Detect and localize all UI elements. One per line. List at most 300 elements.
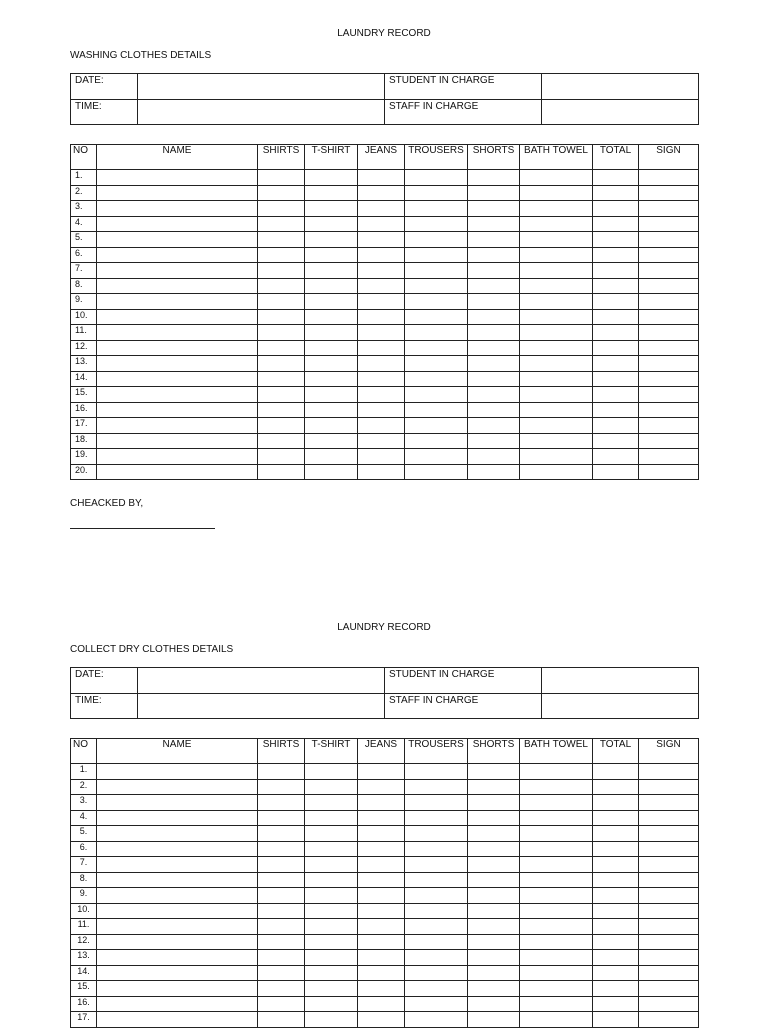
entry-cell[interactable] bbox=[258, 449, 305, 465]
entry-cell[interactable] bbox=[405, 387, 468, 403]
entry-cell[interactable] bbox=[593, 934, 639, 950]
entry-cell[interactable] bbox=[358, 309, 405, 325]
entry-cell[interactable] bbox=[593, 965, 639, 981]
entry-cell[interactable] bbox=[358, 950, 405, 966]
entry-cell[interactable] bbox=[358, 247, 405, 263]
entry-cell[interactable] bbox=[258, 841, 305, 857]
entry-cell[interactable] bbox=[639, 764, 699, 780]
entry-cell[interactable] bbox=[520, 294, 593, 310]
entry-cell[interactable] bbox=[639, 340, 699, 356]
entry-cell[interactable] bbox=[520, 996, 593, 1012]
entry-cell[interactable] bbox=[258, 371, 305, 387]
entry-cell[interactable] bbox=[358, 185, 405, 201]
entry-cell[interactable] bbox=[358, 826, 405, 842]
entry-cell[interactable] bbox=[97, 764, 258, 780]
entry-cell[interactable] bbox=[639, 888, 699, 904]
entry-cell[interactable] bbox=[520, 402, 593, 418]
entry-cell[interactable] bbox=[258, 934, 305, 950]
entry-cell[interactable] bbox=[305, 449, 358, 465]
entry-cell[interactable] bbox=[305, 857, 358, 873]
staff-in-charge-value-cell[interactable] bbox=[542, 693, 699, 719]
entry-cell[interactable] bbox=[97, 996, 258, 1012]
entry-cell[interactable] bbox=[305, 309, 358, 325]
entry-cell[interactable] bbox=[405, 201, 468, 217]
entry-cell[interactable] bbox=[468, 449, 520, 465]
entry-cell[interactable] bbox=[520, 903, 593, 919]
entry-cell[interactable] bbox=[258, 779, 305, 795]
entry-cell[interactable] bbox=[639, 185, 699, 201]
entry-cell[interactable] bbox=[305, 779, 358, 795]
entry-cell[interactable] bbox=[468, 418, 520, 434]
entry-cell[interactable] bbox=[258, 795, 305, 811]
entry-cell[interactable] bbox=[305, 934, 358, 950]
entry-cell[interactable] bbox=[468, 872, 520, 888]
date-value-cell[interactable] bbox=[138, 668, 385, 694]
entry-cell[interactable] bbox=[305, 810, 358, 826]
entry-cell[interactable] bbox=[358, 263, 405, 279]
entry-cell[interactable] bbox=[405, 433, 468, 449]
entry-cell[interactable] bbox=[405, 888, 468, 904]
entry-cell[interactable] bbox=[358, 294, 405, 310]
entry-cell[interactable] bbox=[593, 387, 639, 403]
student-in-charge-value-cell[interactable] bbox=[542, 668, 699, 694]
entry-cell[interactable] bbox=[593, 872, 639, 888]
entry-cell[interactable] bbox=[358, 996, 405, 1012]
entry-cell[interactable] bbox=[358, 779, 405, 795]
entry-cell[interactable] bbox=[97, 433, 258, 449]
entry-cell[interactable] bbox=[468, 371, 520, 387]
entry-cell[interactable] bbox=[97, 387, 258, 403]
entry-cell[interactable] bbox=[258, 903, 305, 919]
entry-cell[interactable] bbox=[593, 1012, 639, 1028]
entry-cell[interactable] bbox=[97, 810, 258, 826]
entry-cell[interactable] bbox=[520, 795, 593, 811]
entry-cell[interactable] bbox=[520, 232, 593, 248]
entry-cell[interactable] bbox=[639, 433, 699, 449]
entry-cell[interactable] bbox=[468, 764, 520, 780]
entry-cell[interactable] bbox=[520, 934, 593, 950]
entry-cell[interactable] bbox=[97, 278, 258, 294]
entry-cell[interactable] bbox=[639, 449, 699, 465]
entry-cell[interactable] bbox=[97, 356, 258, 372]
entry-cell[interactable] bbox=[258, 216, 305, 232]
entry-cell[interactable] bbox=[520, 872, 593, 888]
entry-cell[interactable] bbox=[468, 170, 520, 186]
entry-cell[interactable] bbox=[97, 841, 258, 857]
entry-cell[interactable] bbox=[405, 764, 468, 780]
entry-cell[interactable] bbox=[258, 857, 305, 873]
entry-cell[interactable] bbox=[639, 309, 699, 325]
entry-cell[interactable] bbox=[97, 309, 258, 325]
entry-cell[interactable] bbox=[593, 371, 639, 387]
entry-cell[interactable] bbox=[305, 356, 358, 372]
entry-cell[interactable] bbox=[468, 965, 520, 981]
student-in-charge-value-cell[interactable] bbox=[542, 74, 699, 100]
entry-cell[interactable] bbox=[97, 263, 258, 279]
entry-cell[interactable] bbox=[468, 779, 520, 795]
entry-cell[interactable] bbox=[520, 433, 593, 449]
entry-cell[interactable] bbox=[305, 278, 358, 294]
entry-cell[interactable] bbox=[405, 216, 468, 232]
entry-cell[interactable] bbox=[305, 872, 358, 888]
entry-cell[interactable] bbox=[305, 340, 358, 356]
entry-cell[interactable] bbox=[358, 340, 405, 356]
entry-cell[interactable] bbox=[468, 232, 520, 248]
entry-cell[interactable] bbox=[358, 965, 405, 981]
entry-cell[interactable] bbox=[468, 309, 520, 325]
entry-cell[interactable] bbox=[305, 201, 358, 217]
entry-cell[interactable] bbox=[405, 919, 468, 935]
entry-cell[interactable] bbox=[405, 325, 468, 341]
entry-cell[interactable] bbox=[305, 371, 358, 387]
entry-cell[interactable] bbox=[468, 981, 520, 997]
entry-cell[interactable] bbox=[305, 263, 358, 279]
entry-cell[interactable] bbox=[97, 872, 258, 888]
entry-cell[interactable] bbox=[468, 278, 520, 294]
entry-cell[interactable] bbox=[520, 779, 593, 795]
entry-cell[interactable] bbox=[639, 464, 699, 480]
entry-cell[interactable] bbox=[258, 387, 305, 403]
entry-cell[interactable] bbox=[520, 247, 593, 263]
entry-cell[interactable] bbox=[520, 464, 593, 480]
entry-cell[interactable] bbox=[520, 356, 593, 372]
entry-cell[interactable] bbox=[593, 810, 639, 826]
entry-cell[interactable] bbox=[258, 965, 305, 981]
entry-cell[interactable] bbox=[358, 356, 405, 372]
entry-cell[interactable] bbox=[639, 1012, 699, 1028]
entry-cell[interactable] bbox=[258, 325, 305, 341]
entry-cell[interactable] bbox=[520, 449, 593, 465]
entry-cell[interactable] bbox=[258, 263, 305, 279]
entry-cell[interactable] bbox=[358, 903, 405, 919]
entry-cell[interactable] bbox=[97, 232, 258, 248]
entry-cell[interactable] bbox=[258, 872, 305, 888]
entry-cell[interactable] bbox=[520, 185, 593, 201]
entry-cell[interactable] bbox=[593, 263, 639, 279]
entry-cell[interactable] bbox=[358, 888, 405, 904]
entry-cell[interactable] bbox=[97, 371, 258, 387]
entry-cell[interactable] bbox=[593, 325, 639, 341]
entry-cell[interactable] bbox=[405, 996, 468, 1012]
entry-cell[interactable] bbox=[305, 888, 358, 904]
entry-cell[interactable] bbox=[520, 309, 593, 325]
entry-cell[interactable] bbox=[358, 387, 405, 403]
entry-cell[interactable] bbox=[305, 826, 358, 842]
entry-cell[interactable] bbox=[358, 810, 405, 826]
entry-cell[interactable] bbox=[97, 965, 258, 981]
entry-cell[interactable] bbox=[405, 418, 468, 434]
entry-cell[interactable] bbox=[405, 294, 468, 310]
entry-cell[interactable] bbox=[305, 464, 358, 480]
entry-cell[interactable] bbox=[305, 325, 358, 341]
entry-cell[interactable] bbox=[97, 795, 258, 811]
entry-cell[interactable] bbox=[639, 278, 699, 294]
entry-cell[interactable] bbox=[405, 826, 468, 842]
time-value-cell[interactable] bbox=[138, 99, 385, 125]
entry-cell[interactable] bbox=[97, 340, 258, 356]
entry-cell[interactable] bbox=[520, 387, 593, 403]
entry-cell[interactable] bbox=[593, 185, 639, 201]
entry-cell[interactable] bbox=[639, 981, 699, 997]
entry-cell[interactable] bbox=[358, 402, 405, 418]
entry-cell[interactable] bbox=[305, 965, 358, 981]
entry-cell[interactable] bbox=[593, 309, 639, 325]
entry-cell[interactable] bbox=[593, 340, 639, 356]
entry-cell[interactable] bbox=[593, 841, 639, 857]
entry-cell[interactable] bbox=[593, 795, 639, 811]
entry-cell[interactable] bbox=[358, 418, 405, 434]
entry-cell[interactable] bbox=[258, 464, 305, 480]
entry-cell[interactable] bbox=[639, 965, 699, 981]
entry-cell[interactable] bbox=[358, 764, 405, 780]
entry-cell[interactable] bbox=[258, 247, 305, 263]
entry-cell[interactable] bbox=[305, 981, 358, 997]
entry-cell[interactable] bbox=[405, 981, 468, 997]
entry-cell[interactable] bbox=[258, 764, 305, 780]
entry-cell[interactable] bbox=[258, 418, 305, 434]
entry-cell[interactable] bbox=[405, 232, 468, 248]
entry-cell[interactable] bbox=[639, 371, 699, 387]
entry-cell[interactable] bbox=[405, 449, 468, 465]
entry-cell[interactable] bbox=[468, 996, 520, 1012]
entry-cell[interactable] bbox=[258, 826, 305, 842]
entry-cell[interactable] bbox=[97, 170, 258, 186]
entry-cell[interactable] bbox=[358, 201, 405, 217]
entry-cell[interactable] bbox=[593, 294, 639, 310]
entry-cell[interactable] bbox=[97, 1012, 258, 1028]
entry-cell[interactable] bbox=[468, 1012, 520, 1028]
entry-cell[interactable] bbox=[639, 903, 699, 919]
entry-cell[interactable] bbox=[258, 919, 305, 935]
entry-cell[interactable] bbox=[358, 857, 405, 873]
entry-cell[interactable] bbox=[639, 872, 699, 888]
entry-cell[interactable] bbox=[468, 841, 520, 857]
entry-cell[interactable] bbox=[258, 294, 305, 310]
entry-cell[interactable] bbox=[97, 449, 258, 465]
entry-cell[interactable] bbox=[593, 857, 639, 873]
entry-cell[interactable] bbox=[97, 418, 258, 434]
entry-cell[interactable] bbox=[97, 201, 258, 217]
entry-cell[interactable] bbox=[358, 795, 405, 811]
entry-cell[interactable] bbox=[405, 965, 468, 981]
entry-cell[interactable] bbox=[405, 779, 468, 795]
entry-cell[interactable] bbox=[97, 888, 258, 904]
entry-cell[interactable] bbox=[97, 903, 258, 919]
entry-cell[interactable] bbox=[358, 981, 405, 997]
entry-cell[interactable] bbox=[468, 247, 520, 263]
entry-cell[interactable] bbox=[468, 263, 520, 279]
entry-cell[interactable] bbox=[593, 950, 639, 966]
entry-cell[interactable] bbox=[305, 919, 358, 935]
entry-cell[interactable] bbox=[97, 464, 258, 480]
entry-cell[interactable] bbox=[358, 872, 405, 888]
entry-cell[interactable] bbox=[520, 764, 593, 780]
entry-cell[interactable] bbox=[305, 903, 358, 919]
entry-cell[interactable] bbox=[405, 934, 468, 950]
entry-cell[interactable] bbox=[593, 402, 639, 418]
entry-cell[interactable] bbox=[97, 294, 258, 310]
entry-cell[interactable] bbox=[593, 449, 639, 465]
entry-cell[interactable] bbox=[468, 185, 520, 201]
entry-cell[interactable] bbox=[258, 356, 305, 372]
entry-cell[interactable] bbox=[358, 278, 405, 294]
entry-cell[interactable] bbox=[305, 216, 358, 232]
entry-cell[interactable] bbox=[593, 764, 639, 780]
entry-cell[interactable] bbox=[639, 247, 699, 263]
entry-cell[interactable] bbox=[258, 185, 305, 201]
entry-cell[interactable] bbox=[97, 950, 258, 966]
entry-cell[interactable] bbox=[639, 934, 699, 950]
entry-cell[interactable] bbox=[593, 464, 639, 480]
entry-cell[interactable] bbox=[258, 950, 305, 966]
entry-cell[interactable] bbox=[97, 857, 258, 873]
entry-cell[interactable] bbox=[639, 356, 699, 372]
entry-cell[interactable] bbox=[305, 170, 358, 186]
entry-cell[interactable] bbox=[593, 232, 639, 248]
entry-cell[interactable] bbox=[258, 981, 305, 997]
entry-cell[interactable] bbox=[97, 325, 258, 341]
entry-cell[interactable] bbox=[305, 418, 358, 434]
entry-cell[interactable] bbox=[593, 356, 639, 372]
entry-cell[interactable] bbox=[405, 356, 468, 372]
entry-cell[interactable] bbox=[468, 340, 520, 356]
entry-cell[interactable] bbox=[593, 278, 639, 294]
entry-cell[interactable] bbox=[593, 996, 639, 1012]
entry-cell[interactable] bbox=[593, 418, 639, 434]
entry-cell[interactable] bbox=[593, 826, 639, 842]
entry-cell[interactable] bbox=[258, 402, 305, 418]
entry-cell[interactable] bbox=[520, 170, 593, 186]
entry-cell[interactable] bbox=[639, 919, 699, 935]
entry-cell[interactable] bbox=[305, 950, 358, 966]
entry-cell[interactable] bbox=[305, 185, 358, 201]
entry-cell[interactable] bbox=[258, 996, 305, 1012]
entry-cell[interactable] bbox=[405, 810, 468, 826]
entry-cell[interactable] bbox=[520, 278, 593, 294]
entry-cell[interactable] bbox=[639, 418, 699, 434]
entry-cell[interactable] bbox=[468, 857, 520, 873]
entry-cell[interactable] bbox=[305, 795, 358, 811]
entry-cell[interactable] bbox=[639, 294, 699, 310]
entry-cell[interactable] bbox=[639, 996, 699, 1012]
entry-cell[interactable] bbox=[405, 903, 468, 919]
entry-cell[interactable] bbox=[639, 263, 699, 279]
entry-cell[interactable] bbox=[258, 433, 305, 449]
entry-cell[interactable] bbox=[593, 919, 639, 935]
entry-cell[interactable] bbox=[358, 170, 405, 186]
signature-line[interactable] bbox=[70, 528, 215, 529]
entry-cell[interactable] bbox=[468, 810, 520, 826]
entry-cell[interactable] bbox=[520, 857, 593, 873]
entry-cell[interactable] bbox=[405, 278, 468, 294]
entry-cell[interactable] bbox=[468, 356, 520, 372]
entry-cell[interactable] bbox=[405, 857, 468, 873]
entry-cell[interactable] bbox=[97, 981, 258, 997]
entry-cell[interactable] bbox=[639, 810, 699, 826]
entry-cell[interactable] bbox=[639, 795, 699, 811]
entry-cell[interactable] bbox=[520, 263, 593, 279]
entry-cell[interactable] bbox=[468, 325, 520, 341]
entry-cell[interactable] bbox=[405, 340, 468, 356]
entry-cell[interactable] bbox=[405, 795, 468, 811]
entry-cell[interactable] bbox=[358, 1012, 405, 1028]
entry-cell[interactable] bbox=[468, 950, 520, 966]
entry-cell[interactable] bbox=[305, 232, 358, 248]
entry-cell[interactable] bbox=[639, 857, 699, 873]
entry-cell[interactable] bbox=[468, 826, 520, 842]
entry-cell[interactable] bbox=[520, 919, 593, 935]
entry-cell[interactable] bbox=[520, 216, 593, 232]
entry-cell[interactable] bbox=[358, 934, 405, 950]
entry-cell[interactable] bbox=[639, 232, 699, 248]
entry-cell[interactable] bbox=[520, 810, 593, 826]
entry-cell[interactable] bbox=[258, 888, 305, 904]
date-value-cell[interactable] bbox=[138, 74, 385, 100]
entry-cell[interactable] bbox=[258, 170, 305, 186]
entry-cell[interactable] bbox=[97, 247, 258, 263]
entry-cell[interactable] bbox=[305, 764, 358, 780]
entry-cell[interactable] bbox=[305, 294, 358, 310]
staff-in-charge-value-cell[interactable] bbox=[542, 99, 699, 125]
entry-cell[interactable] bbox=[468, 402, 520, 418]
entry-cell[interactable] bbox=[305, 1012, 358, 1028]
entry-cell[interactable] bbox=[358, 433, 405, 449]
entry-cell[interactable] bbox=[639, 201, 699, 217]
entry-cell[interactable] bbox=[468, 934, 520, 950]
entry-cell[interactable] bbox=[593, 247, 639, 263]
entry-cell[interactable] bbox=[97, 402, 258, 418]
entry-cell[interactable] bbox=[520, 325, 593, 341]
entry-cell[interactable] bbox=[305, 433, 358, 449]
entry-cell[interactable] bbox=[305, 247, 358, 263]
entry-cell[interactable] bbox=[639, 325, 699, 341]
entry-cell[interactable] bbox=[639, 402, 699, 418]
entry-cell[interactable] bbox=[639, 826, 699, 842]
entry-cell[interactable] bbox=[405, 402, 468, 418]
entry-cell[interactable] bbox=[468, 216, 520, 232]
entry-cell[interactable] bbox=[405, 309, 468, 325]
time-value-cell[interactable] bbox=[138, 693, 385, 719]
entry-cell[interactable] bbox=[358, 841, 405, 857]
entry-cell[interactable] bbox=[97, 185, 258, 201]
entry-cell[interactable] bbox=[258, 1012, 305, 1028]
entry-cell[interactable] bbox=[405, 263, 468, 279]
entry-cell[interactable] bbox=[520, 826, 593, 842]
entry-cell[interactable] bbox=[468, 903, 520, 919]
entry-cell[interactable] bbox=[639, 216, 699, 232]
entry-cell[interactable] bbox=[358, 216, 405, 232]
entry-cell[interactable] bbox=[639, 779, 699, 795]
entry-cell[interactable] bbox=[468, 464, 520, 480]
entry-cell[interactable] bbox=[97, 826, 258, 842]
entry-cell[interactable] bbox=[468, 888, 520, 904]
entry-cell[interactable] bbox=[593, 981, 639, 997]
entry-cell[interactable] bbox=[520, 371, 593, 387]
entry-cell[interactable] bbox=[520, 841, 593, 857]
entry-cell[interactable] bbox=[97, 934, 258, 950]
entry-cell[interactable] bbox=[639, 170, 699, 186]
entry-cell[interactable] bbox=[405, 185, 468, 201]
entry-cell[interactable] bbox=[468, 795, 520, 811]
entry-cell[interactable] bbox=[520, 981, 593, 997]
entry-cell[interactable] bbox=[258, 810, 305, 826]
entry-cell[interactable] bbox=[468, 919, 520, 935]
entry-cell[interactable] bbox=[305, 996, 358, 1012]
entry-cell[interactable] bbox=[305, 402, 358, 418]
entry-cell[interactable] bbox=[358, 464, 405, 480]
entry-cell[interactable] bbox=[258, 340, 305, 356]
entry-cell[interactable] bbox=[468, 294, 520, 310]
